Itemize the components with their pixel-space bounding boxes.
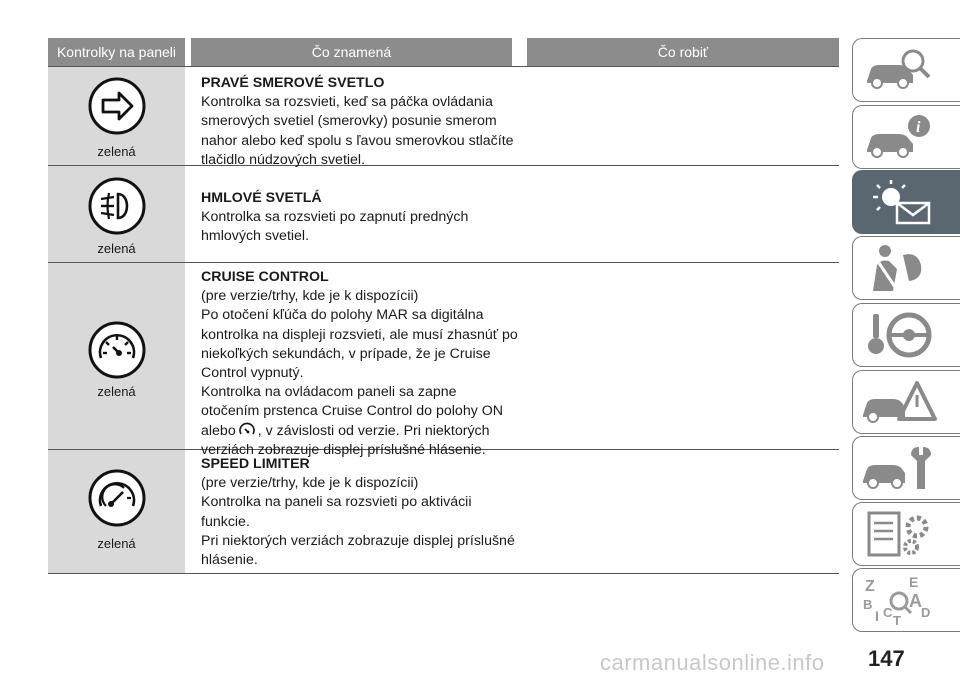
row-divider [48,262,839,263]
text-line: verziách zobrazuje displej príslušné hlásenie. [201,441,486,458]
page-number: 147 [868,646,905,671]
text-line: kontrolka na displeji rozsvieti, ale musí zhasnúť po [201,326,518,343]
text-line: tlačidlo núdzových svetiel. [201,151,366,168]
text-line: otočením prstenca Cruise Control do polohy ON [201,403,504,420]
cruise-control-small-icon [236,422,258,438]
front-fog-light-icon [87,176,147,236]
car-info-icon [859,110,939,164]
car-warning-triangle-icon [859,375,939,429]
row-3-title: CRUISE CONTROL [201,269,329,285]
steering-wheel-key-icon [859,308,939,362]
tab-car-info[interactable] [852,105,960,169]
cruise-control-icon [87,320,147,380]
tab-starting-driving[interactable] [852,303,960,367]
row-2-description [201,189,521,247]
text-line: (pre verzie/trhy, kde je k dispozícii) [201,475,419,492]
tab-servicing[interactable] [852,436,960,500]
tab-warning-lights[interactable] [852,170,960,234]
right-turn-arrow-icon [87,76,147,136]
seatbelt-airbag-icon [859,241,939,295]
car-search-icon [859,43,939,97]
svg-text:D: D [921,605,931,620]
text-line: Kontrolka na ovládacom paneli sa zapne [201,384,457,401]
text-line: Control vypnutý. [201,365,304,382]
row-1-color-label: zelená [97,144,136,159]
row-4-color-label: zelená [97,536,136,551]
text-line: Kontrolka sa rozsvieti po zapnutí predných [201,209,469,226]
header-col1: Kontrolky na paneli [48,38,185,66]
svg-text:I: I [875,608,879,624]
svg-text:C: C [883,605,893,620]
car-wrench-icon [859,441,939,495]
watermark: carmanualsonline.info [600,650,825,675]
text-line: Kontrolka na paneli sa rozsvieti po aktivácii [201,494,472,511]
text-line: hmlových svetiel. [201,228,310,245]
svg-text:A: A [909,591,922,611]
header-col2: Čo znamená [191,38,512,66]
text-line: (pre verzie/trhy, kde je k dispozícii) [201,288,419,305]
text-line: Pri niektorých verziách zobrazuje displej príslušné [201,532,515,549]
row-divider [48,573,839,574]
alphabetical-index-icon [859,573,939,627]
row-2-title: HMLOVÉ SVETLÁ [201,190,322,206]
row-1-title: PRAVÉ SMEROVÉ SVETLO [201,75,385,91]
text-fragment: alebo [201,422,236,439]
text-line: Po otočení kľúča do polohy MAR sa digitálna [201,307,484,324]
warning-light-message-icon [859,175,939,229]
row-2-color-label: zelená [97,241,136,256]
specs-gear-icon [859,507,939,561]
text-line: Kontrolka sa rozsvieti, keď sa páčka ovládania [201,94,493,111]
text-line: funkcie. [201,513,250,530]
svg-text:B: B [863,597,873,612]
svg-text:T: T [893,613,901,627]
row-3-description [201,268,521,460]
svg-text:Z: Z [865,578,875,595]
tab-emergency[interactable] [852,370,960,434]
text-line: hlásenie. [201,552,258,569]
tab-car-search[interactable] [852,38,960,102]
row-4-title: SPEED LIMITER [201,456,310,472]
text-line: smerových svetiel (smerovky) posunie smerom [201,113,497,130]
svg-text:i: i [916,119,921,136]
speed-limiter-icon [87,468,147,528]
tab-technical-specs[interactable] [852,502,960,566]
row-1-description [201,74,521,170]
header-col3: Čo robiť [527,38,839,66]
tab-safety[interactable] [852,236,960,300]
svg-text:E: E [909,574,919,590]
row-3-color-label: zelená [97,384,136,399]
text-line: niekoľkých sekundách, v prípade, že je Cruise [201,345,491,362]
text-fragment: , v závislosti od verzie. Pri niektorých [257,422,490,439]
row-4-description [201,455,521,570]
text-line-with-icon [201,422,521,441]
text-line: nahor alebo keď spolu s ľavou smerovkou stlačíte [201,132,514,149]
tab-index[interactable] [852,568,960,632]
